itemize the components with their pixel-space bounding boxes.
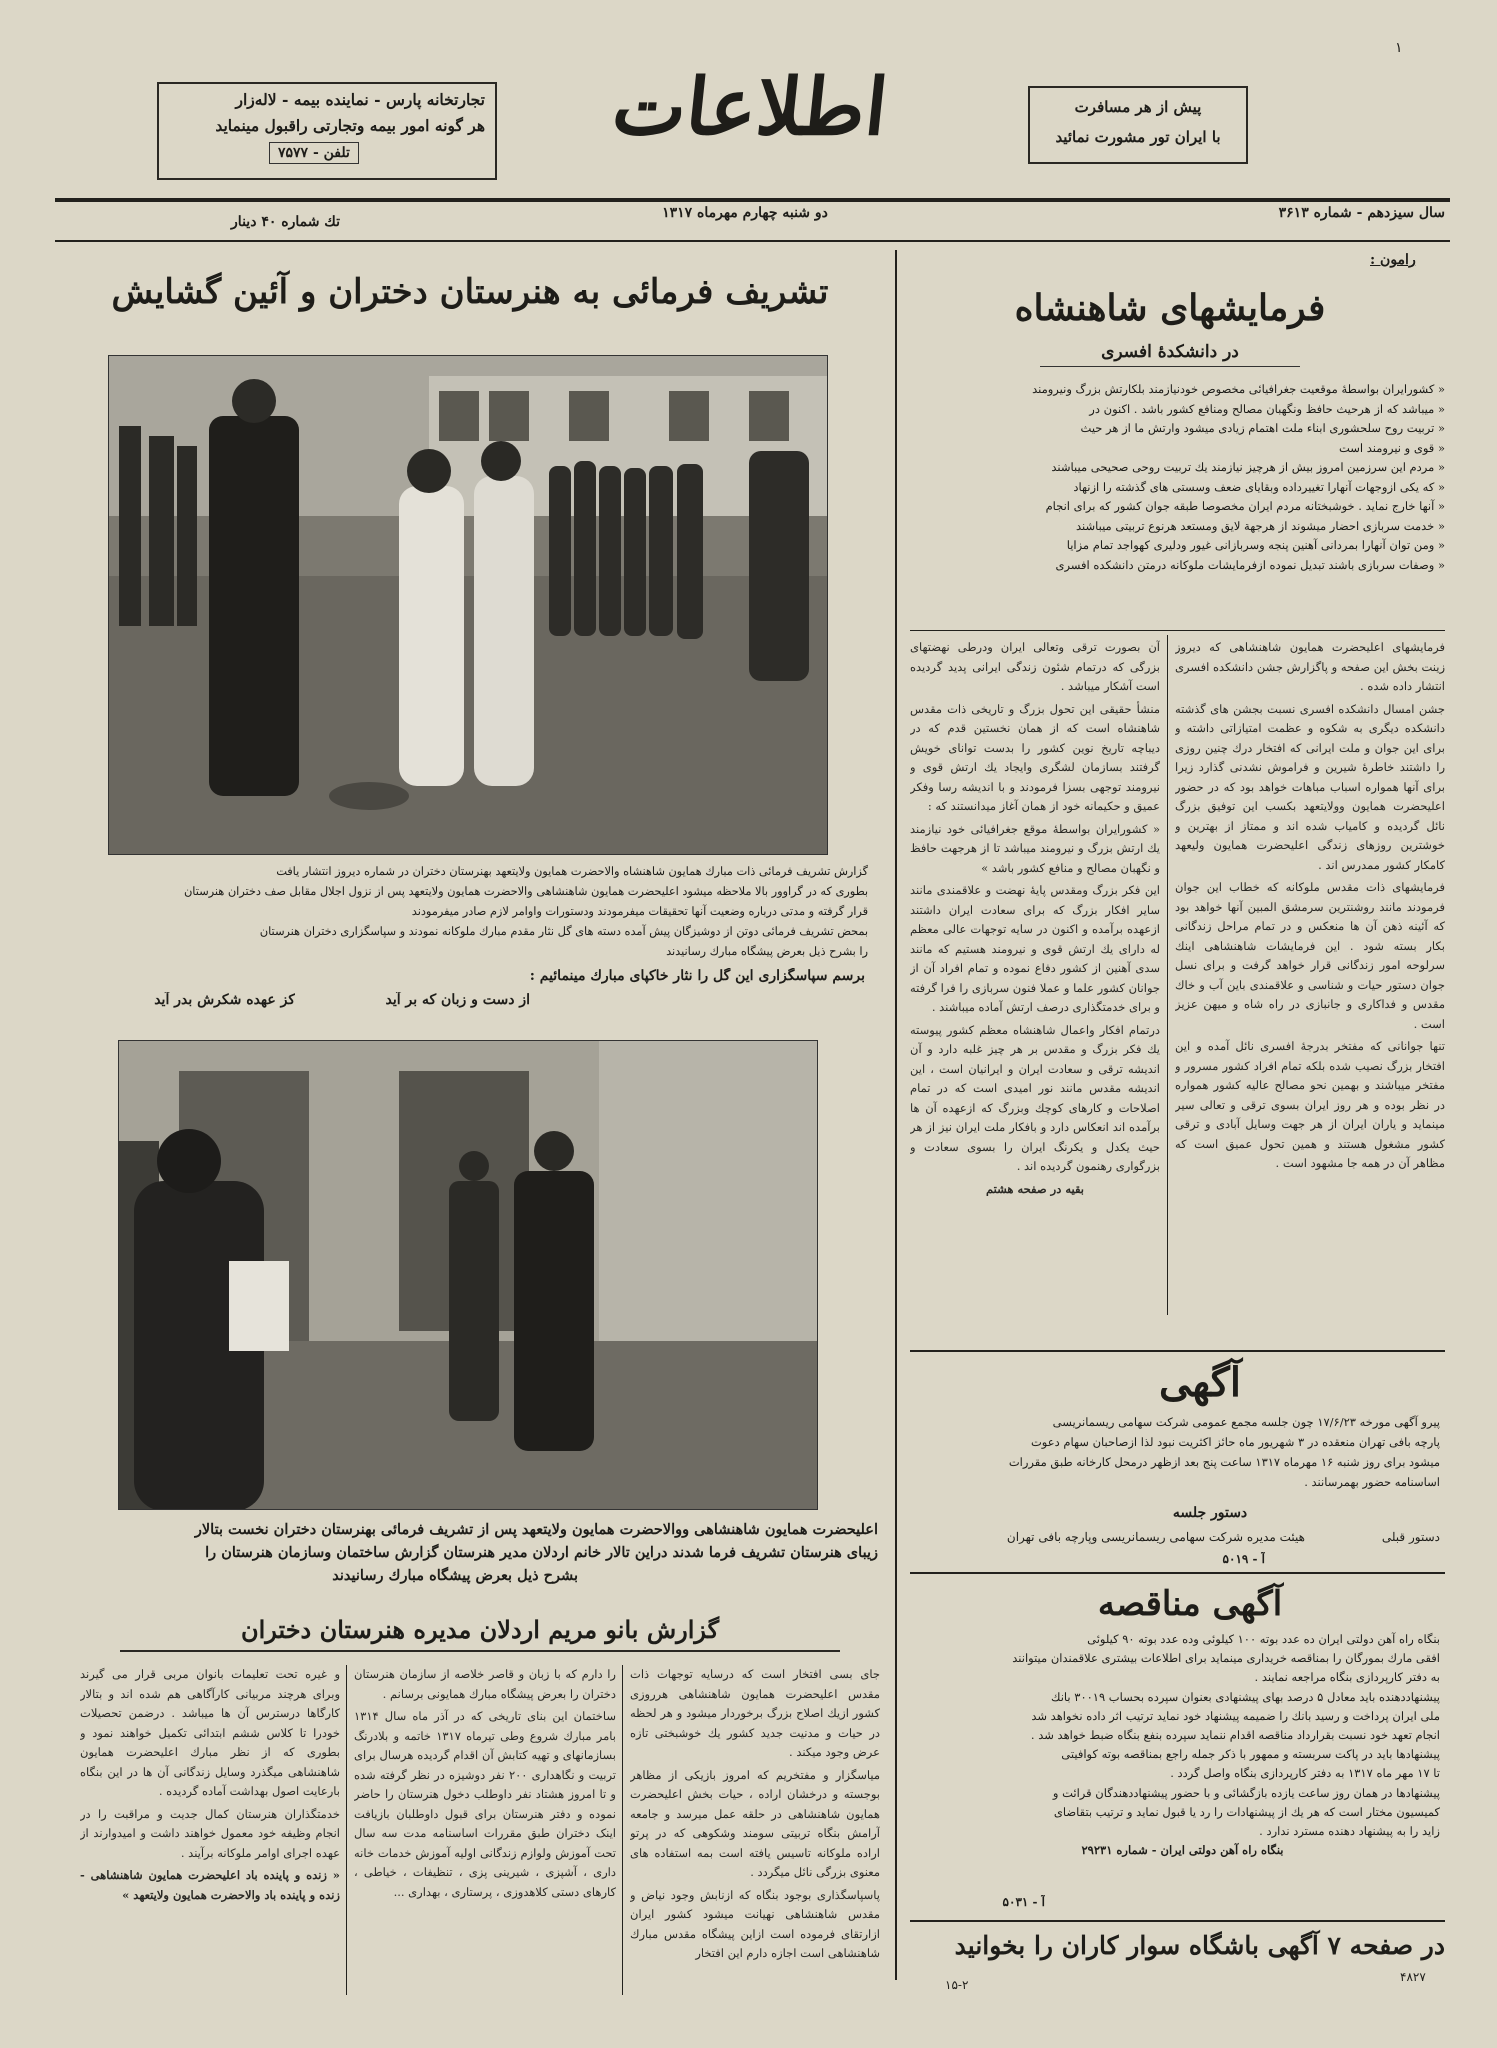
ad2-line: افقی مارك بمورگان را بمناقصه خریداری مینماید برای اطلاعات بیشتری علاقمندان میتوانند: [1012, 1651, 1440, 1666]
ad2-line: به دفتر کارپردازی بنگاه مراجعه نمایند .: [1254, 1670, 1440, 1685]
paragraph: فرمایشهای ذات مقدس ملوکانه که خطاب این جوان فرمودند مانند روشنترین سرمشق المبین آنها خواهد بود که آئینه ذهن آن ها منعکس و در تمام مراحل زندگانی بکار بسته شود . این فرمایشات شاهنشاهی اینك سرلوحه امور زندگانی قرار خواهد گرفت و برای نسل جوان دستور حیات و شناسی و علاقمندی باین آب و خاك مقدس و فداکاری و جانبازی در راه شاه و میهن عزیز است .: [1175, 880, 1445, 1031]
ad-box-parsinsurance: [157, 82, 497, 180]
ad2-body: [925, 1630, 1440, 1860]
ad1-body: [925, 1412, 1440, 1492]
ad-box-irantour: [1028, 86, 1248, 164]
caption-2: [78, 1518, 878, 1587]
dateline-date: دو شنبه چهارم مهرماه ۱۳۱۷: [662, 205, 828, 221]
masthead-rule-bottom: [55, 240, 1450, 242]
paragraph: میاسگزار و مفتخریم که امروز بازیکی از مظاهر بوجسته و درخشان اراده ، حیات بخش اعلیحضرت همایون شاهنشاهی در حلقه عمل میرسد و جامعه آرامش بنگاه تربیتی سومند وشکوهی که در پرتو اراده ملوکانه تاسیس یافته است بمه استفاده های معنوی بزرگی نائل میگردد .: [630, 1767, 880, 1879]
ad-box-line-2: هر گونه امور بیمه وتجارتی راقبول مینماید: [215, 116, 485, 135]
right-col-divider: [1167, 635, 1168, 1315]
decree-bullet: « وصفات سربازی باشند تبدیل نموده ازفرمایشات ملوکانه درمتن دانشکده افسری: [910, 556, 1445, 576]
ad2-title: آگهی مناقصه: [1097, 1584, 1283, 1624]
ad2-rule-top: [910, 1572, 1445, 1574]
dateline-issue: سال سیزدهم - شماره ۳۶۱۳: [1278, 205, 1445, 221]
caption-line: اعلیحضرت همایون شاهنشاهی ووالاحضرت همایون ولایتعهد پس از تشریف فرمائی بهنرستان دختران نخست بتالار: [194, 1521, 878, 1538]
ad1-rule-top: [910, 1350, 1445, 1352]
ad2-line: پیشنهادها در همان روز ساعت یازده بازگشائی و با حضور پیشنهاددهندگان قرائت و: [1052, 1785, 1440, 1800]
ad2-line: تا ۱۷ مهر ماه ۱۳۱۷ به دفتر کارپردازی بنگاه واصل گردد .: [1170, 1766, 1440, 1781]
page-number: ۱: [1395, 40, 1403, 56]
caption-line: بطوری که در گراوور بالا ملاحظه میشود اعلیحضرت همایون شاهنشاهی والاحضرت همایون ولایتعهد پس از نزول اجلال مقابل صف دختران هنرستان: [184, 885, 868, 898]
paragraph: جای بسی افتخار است که درسایه توجهات ذات مقدس اعلیحضرت همایون شاهنشاهی هرروزی کشور ازیك اصلاح بزرگ برخوردار میشود و هر لحظه در حیات و مدنیت جدید کشور یك خوشبختی تازه عرض وجود میکند .: [630, 1667, 880, 1759]
paragraph: فرمایشهای اعلیحضرت همایون شاهنشاهی که دیروز زینت بخش این صفحه و پاگزارش جشن دانشکده افسری انتشار داده شده .: [1175, 640, 1445, 693]
paragraph: پاسپاسگذاری بوجود بنگاه که ازنابش وجود نیاض و مقدس شاهنشاهی نهیانت میشود کشور ایران ازارتقای فرموده است ازاین پیشگاه مقدس مبارك شاهنشاهی است اجازه دارم این افتخار: [630, 1887, 880, 1960]
ad1-line: پیرو آگهی مورخه ۱۷/۶/۲۳ چون جلسه مجمع عمومی شرکت سهامی ریسمانریسی: [1052, 1415, 1440, 1429]
photo-hall-image: [119, 1041, 818, 1510]
right-article-col-b: [910, 638, 1160, 1313]
caption-line: بشرح ذیل بعرض پیشگاه مبارك رسانیدند: [332, 1567, 578, 1584]
caption-line: زیبای هنرستان تشریف فرما شدند دراین تالار خانم اردلان مدیر هنرستان گزارش ساختمان وسازمان هنرستان را: [205, 1544, 878, 1561]
photo-inspection: [108, 355, 828, 855]
ad1-title: آگهی: [1159, 1359, 1241, 1406]
decree-bullet: « ومن توان آنهارا بمردانی آهنین پنجه وسربازانی غیور ودلیری کهواجد تمام مزایا: [910, 536, 1445, 556]
bottom-code-2: ۱۵-۲: [945, 1978, 969, 1992]
bottom-code-1: ۴۸۲۷: [1400, 1970, 1426, 1984]
masthead-title: اطلاعات: [608, 62, 892, 153]
poem-line-1: از دست و زبان که بر آید: [385, 992, 530, 1008]
left-headline: تشریف فرمائی به هنرستان دختران و آئین گشایش: [111, 272, 829, 312]
paragraph: منشأ حقیقی این تحول بزرگ و تاریخی ذات مقدس شاهنشاه است که از همان نخستین قدم که در دیباچه تاریخ نوین کشور را بدست توانای خویش گرفتند بسازمان لشگری وایجاد یك ارتش قوی و نیرومند توجهی بسزا فرمودند و با اندیشه رسا وفکر عمیق و حکیمانه خود از همان آغاز میدانستند که :: [910, 701, 1160, 813]
report-col-divider-1: [622, 1665, 623, 1995]
caption-line: گزارش تشریف فرمائی ذات مبارك همایون شاهنشاه والاحضرت همایون ولایتعهد بهنرستان دختران در شماره دیروز انتشار یافت: [276, 865, 868, 878]
photo-inspection-image: [109, 356, 828, 855]
kicker: رامون :: [1370, 252, 1416, 268]
ad2-line: زاید را به پیشنهاد دهنده مسترد ندارد .: [1259, 1824, 1440, 1839]
decree-bullet: « میباشد که از هرحیث حافظ ونگهبان مصالح ومنافع کشور باشد . اکنون در: [910, 400, 1445, 420]
decree-bullet: « آنها خارج نماید . خوشبختانه مردم ایران مخصوصا طبقه جوان کشور که برای انجام: [910, 497, 1445, 517]
paragraph: تنها جوانانی که مفتخر بدرجهٔ افسری نائل آمده و این افتخار بزرگ نصیب شده بلکه تمام افراد کشور مسرور و مفتخر میباشند و بهمین نحو مصالح عالیه کشور همواره در نظر بوده و هر روز ایران بسوی ترقی و تعالی سیر مینماید و یاران ایران از هر جهت وسایل آبادی و ترقی کشور مشغول هستند و همین تحول عمیق است که مظاهر آن در همه جا مشهود است .: [1175, 1039, 1445, 1170]
ad1-line: پارچه بافی تهران منعقده در ۳ شهریور ماه حائز اکثریت نبود لذا ازصاحبان سهام دعوت: [1030, 1435, 1440, 1449]
ad2-line: ملی ایران پرداخت و رسید بانك را ضمیمه پیشنهاد خود نماید ترتیب اثر داده نخواهد شد: [1031, 1708, 1440, 1723]
ad2-line: انجام تعهد خود نسبت بقرارداد مناقصه اقدام ننماید سپرده بنفع بنگاه ضبط خواهد شد .: [1030, 1728, 1440, 1743]
paragraph: خدمتگذاران هنرستان کمال جدیت و مراقبت را در انجام وظیفه خود معمول خواهند داشت و امیدوارند از عهده اجرای اوامر ملوکانه برآیند .: [80, 1806, 340, 1860]
ad-box-line-1: تجارتخانه پارس - نماینده بیمه - لاله‌زار: [235, 90, 485, 109]
poem-line-2: کز عهده شکرش بدر آید: [154, 992, 295, 1008]
ad1-code: آ - ۵۰۱۹: [1222, 1552, 1265, 1566]
photo-hall-report: [118, 1040, 818, 1510]
bottom-banner: در صفحه ۷ آگهی باشگاه سوار کاران را بخوانید: [954, 1931, 1445, 1960]
right-article-col-a: [1175, 638, 1445, 1313]
caption-line: بمحض تشریف فرمائی دوتن از دوشیزگان پیش آمده دسته های گل نثار مقدم مبارك ملوکانه نمودند و سپاسگزاری دختران هنرستان: [259, 925, 868, 938]
decree-bullet: « خدمت سربازی احضار میشوند از هرجهة لایق ومستعد هرنوع تربیتی میباشند: [910, 517, 1445, 537]
bullets-rule: [910, 630, 1445, 631]
decree-bullet: « تربیت روح سلحشوری ابناء ملت اهتمام زیادی میشود وارتش ما از هر حیث: [910, 419, 1445, 439]
ad-box-phone: تلفن - ۷۵۷۷: [269, 142, 359, 164]
paragraph: آن بصورت ترقی وتعالی ایران ودرطی نهضتهای بزرگی که درتمام شئون زندگی ایرانی پدید گردیده است آشکار میباشد .: [910, 640, 1160, 693]
masthead-rule-top: [55, 198, 1450, 202]
paragraph: را دارم که با زبان و قاصر خلاصه از سازمان هنرستان دختران را بعرض پیشگاه مبارك همایونی برسانم .: [354, 1667, 616, 1701]
column-divider: [895, 250, 897, 1980]
ad2-code: آ - ۵۰۳۱: [1002, 1895, 1045, 1909]
paragraph: درتمام افکار واعمال شاهنشاه معظم کشور پیوسته یك فکر بزرگ و مقدس بر هر چیز غلبه دارد و آن اندیشه ترقی و سعادت ایران و ایرانیان است ، این اندیشه مقدس مانند نور امیدی است که در تمام اصلاحات و کارهای کوچك وبزرگ که ازعهده آن ها برآمده اند انعکاس دارد و بافکار ملت ایران نیز از هر حیث یکدل و یکرنگ ایران را بسوی سعادت و بزرگواری رهنمون گردیده اند .: [910, 1022, 1160, 1173]
dateline-price: تك شماره ۴۰ دینار: [231, 214, 340, 230]
paragraph: ساختمان این بنای تاریخی که در آذر ماه سال ۱۳۱۴ بامر مبارك شروع وطی تیرماه ۱۳۱۷ خاتمه و بلادرنگ بسازمانهای و تهیه کتابش آن اقدام گردیده هرسال برای تربیت و نگاهداری ۲۰۰ نفر دوشیزه در نظر گرفته شده و تا امروز هشتاد نفر داوطلب دخول هنرستان را حاضر نموده و دفتر هنرستان برای قبول داوطلبان بازیافت اینک دختران طبق مقررات اساسنامه مدت سه سال تحت آموزش ولوازم زندگانی اولیه آموزش خدمات خانه داری ، آشپزی ، شیرینی پزی ، تنظیفات ، خیاطی ، کارهای دستی کلاهدوزی ، پرستاری ، بهداری ...: [354, 1709, 616, 1899]
report-headline: گزارش بانو مریم اردلان مدیره هنرستان دختران: [120, 1610, 840, 1652]
paragraph: « کشورایران بواسطهٔ موقع جغرافیائی خود نیازمند یك ارتش بزرگ و نیرومند میباشد تا از هرجهت حافظ و نگهبان مصالح و منافع کشور باشد »: [910, 821, 1160, 875]
ad2-line: پیشنهادها باید در پاکت سربسته و ممهور با ذکر جمله راجع بمناقصه بوته کوافیتی: [1061, 1747, 1440, 1762]
ad2-line: کمیسیون مختار است که هر یك از پیشنهادات را رد یا قبول نماید و ترتیب بتقاضای: [1053, 1804, 1440, 1819]
report-col-2: [354, 1665, 616, 1995]
right-subhead: در دانشکدهٔ افسری: [1040, 338, 1300, 367]
report-col-3: [80, 1665, 340, 1995]
paragraph: « زنده و پاینده باد اعلیحضرت همایون شاهنشاهی - زنده و پاینده باد والاحضرت همایون ولایتعهد »: [80, 1868, 340, 1902]
paragraph: این فکر بزرگ ومقدس پایهٔ نهضت و علاقمندی مانند سایر افکار بزرگ که برای سعادت ایران داشتند ازعهده برآمده و اکنون در سایه توجهات عالی معظم له دارای یك ارتش قوی و نیرومند هستیم که مانند سدی آهنین از کشور دفاع نموده و تمام افراد آن از جوانان کشور علما و عملا فنون سربازی را فرا گرفته و برای خدمتگذاری درصف ارتش آماده میباشند .: [910, 883, 1160, 1014]
banner-rule: [910, 1920, 1445, 1922]
report-col-divider-2: [346, 1665, 347, 1995]
paragraph: و غیره تحت تعلیمات بانوان مربی قرار می گیرند وبرای هرچند مربیانی کارآگاهی هم شده اند و بتالار کارگاها درسترس آن ها میباشد . درضمن تحصیلات خودرا تا کلاس ششم ابتدائی تکمیل خواهند نمود و بطوری که از نظر مبارك اعلیحضرت همایون شاهنشاهی میگذرد وسایل زندگانی آن ها در این بنگاه بارعایت اصول بهداشت آماده گردیده .: [80, 1667, 340, 1798]
ad1-line: اساسنامه حضور بهمرسانند .: [1304, 1475, 1440, 1489]
ad2-line: بنگاه راه آهن دولتی ایران - شماره ۲۹۲۳۱: [1081, 1843, 1284, 1858]
ad2-line: بنگاه راه آهن دولتی ایران ده عدد بوته ۱۰۰ کیلوئی وده عدد بوته ۹۰ کیلوئی: [1087, 1632, 1440, 1646]
ad1-agenda-title: دستور جلسه: [1172, 1505, 1248, 1521]
ad1-line: میشود برای روز شنبه ۱۶ مهرماه ۱۳۱۷ ساعت پنج بعد ازظهر درمحل کارخانه طبق مقررات: [1008, 1455, 1440, 1469]
ad1-agenda-left: دستور قبلی: [1381, 1530, 1440, 1544]
irantour-line-2: با ایران تور مشورت نمائید: [1055, 128, 1221, 146]
decree-bullet: « کشورایران بواسطهٔ موقعیت جغرافیائی مخصوص خودنیازمند بلکارتش بزرگ ونیرومند: [910, 380, 1445, 400]
right-headline: فرمایشهای شاهنشاه: [1014, 287, 1326, 329]
caption-1: [88, 862, 868, 962]
ad1-signature: هیئت مدیره شرکت سهامی ریسمانریسی وپارچه بافی تهران: [1006, 1530, 1305, 1544]
decree-bullets: [910, 380, 1445, 625]
poem-lead: برسم سپاسگزاری این گل را نثار خاکپای مبارك مینمائیم :: [529, 968, 865, 984]
decree-bullet: « قوی و نیرومند است: [910, 439, 1445, 459]
decree-bullet: « که یکی ازوجهات آنهارا تغییرداده وبقایای ضعف وسستی های گذشته را ازنهاد: [910, 478, 1445, 498]
ad2-line: پیشنهاددهنده باید معادل ۵ درصد بهای پیشنهادی بعنوان سپرده بحساب ۳۰۰۱۹ بانك: [1051, 1689, 1440, 1704]
caption-line: را بشرح ذیل بعرض پیشگاه مبارك رسانیدند: [666, 945, 868, 958]
decree-bullet: « مردم این سرزمین امروز بیش از هرچیز نیازمند یك تربیت روحی صحیحی میباشند: [910, 458, 1445, 478]
report-col-1: [630, 1665, 880, 1995]
caption-line: قرار گرفته و مدتی درباره وضعیت آنها تحقیقات میفرمودند ودستورات واوامر لازم صادر میفرمودند: [411, 905, 868, 918]
paragraph: جشن امسال دانشکده افسری نسبت بجشن های گذشته دانشکده دیگری به شکوه و عظمت امتیازاتی داشته و برای این جوان و ملت ایرانی که افتخار درك چنین روزی را داشتند خاطرهٔ شیرین و فراموش نشدنی گذارد زیرا برای آنها همواره اسباب مباهات خواهد بود که در حضور اعلیحضرت همایون وولایتعهد بکسب این توفیق بزرگ نائل گردیده و کامیاب شده اند و ممتاز از بهترین و خوشترین روزهای زندگی اعلیحضرت همایون ولیعهد کامکار کشور ممدرس اند .: [1175, 701, 1445, 872]
irantour-line-1: پیش از هر مسافرت: [1074, 98, 1202, 116]
continued-note: بقیه در صفحه هشتم: [986, 1181, 1084, 1196]
